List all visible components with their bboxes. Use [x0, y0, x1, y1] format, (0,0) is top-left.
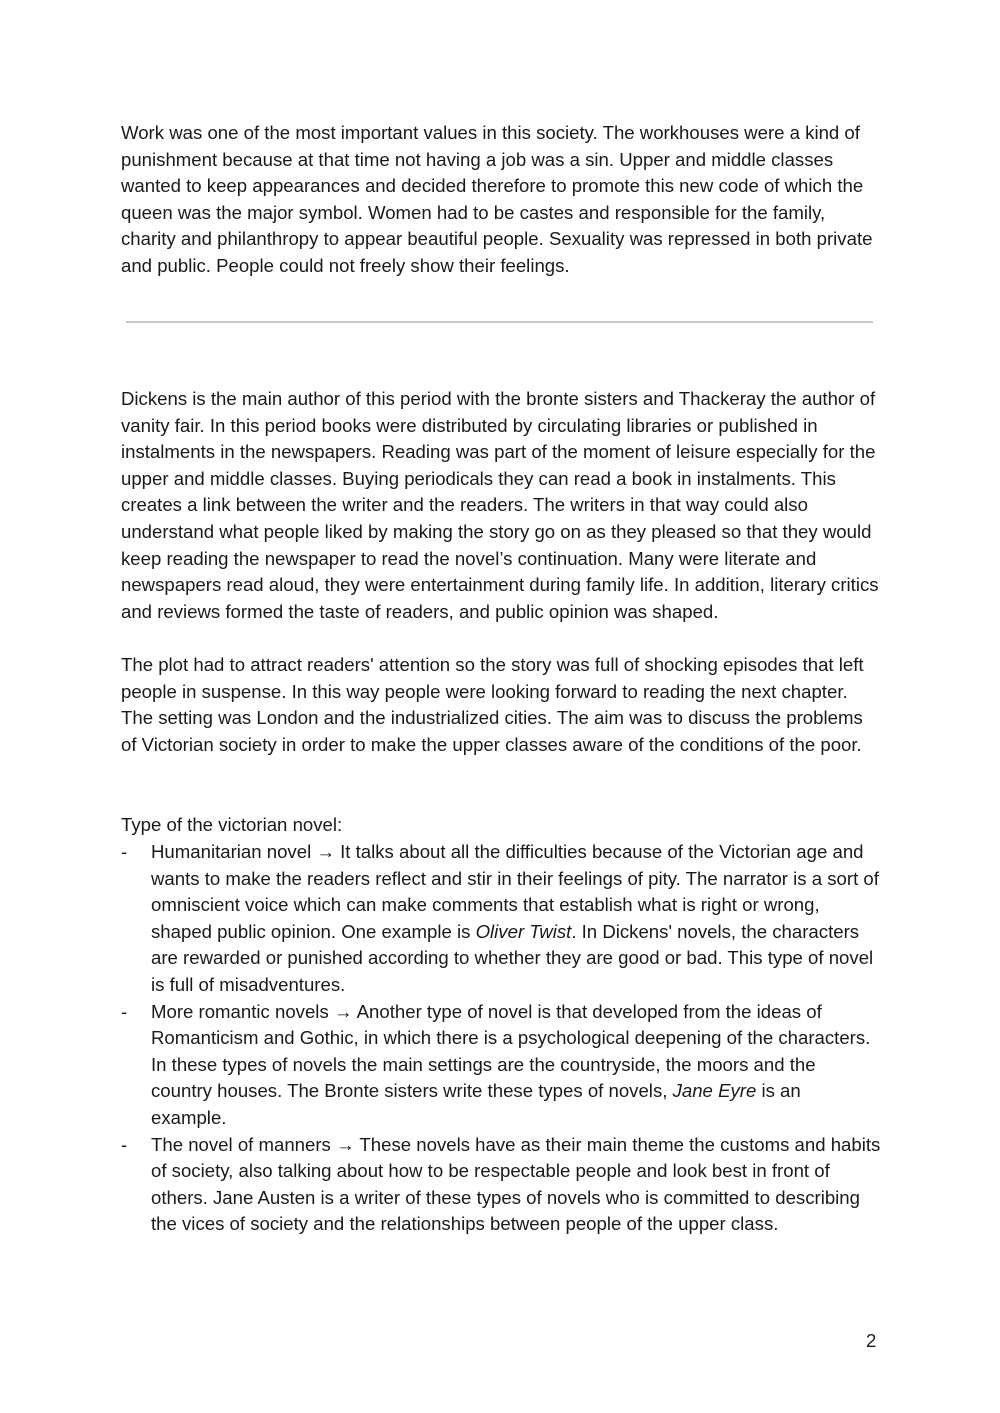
list-heading: Type of the victorian novel:	[121, 814, 343, 835]
book-title-jane-eyre: Jane Eyre	[672, 1080, 757, 1102]
list-item-text: Humanitarian novel → It talks about all the difficulties because of the Victorian age and wants to make the readers reflect and stir in their feelings of pity. The narrator is a sort of omniscient voice which can make comments that establish what is right or wrong, shaped public opinion. One example is	[151, 841, 879, 942]
list-item-text: . In Dickens' novels, the characters are rewarded or punished according to whether they are good or bad. This type of novel is full of misadventures.	[151, 920, 874, 995]
bullet-marker: -	[121, 1000, 128, 1022]
paragraph-plot: The plot had to attract readers' attention so the story was full of shocking episodes that left people in suspense. In this way people were looking forward to reading the next chapter. The setting was London and the industrialized cities. The aim was to discuss the problems of Victorian society in order to make the upper classes aware of the conditions of the poor.	[121, 654, 864, 755]
list-item-text: The novel of manners → These novels have as their main theme the customs and habits of society, also talking about how to be respectable people and look best in front of others. Jane Austen is a writer of these types of novels who is committed to describing the vices of society and the relationships between people of the upper class.	[151, 1133, 881, 1235]
novel-types-list	[121, 839, 881, 1238]
list-item-novel-of-manners	[121, 1132, 881, 1238]
list-item-text: More romantic novels → Another type of novel is that developed from the ideas of Romanticism and Gothic, in which there is a psychological deepening of the characters. In these types of novels the main settings are the countryside, the moors and the country houses. The Bronte sisters write these types of novels,	[151, 1000, 871, 1102]
list-item-text: is an example.	[151, 1080, 801, 1128]
bullet-marker: -	[121, 841, 128, 862]
list-item-humanitarian-novel	[121, 839, 881, 999]
book-title-oliver-twist: Oliver Twist	[475, 920, 572, 942]
page-number: 2	[866, 1330, 877, 1351]
paragraph-work-values: Work was one of the most important values in this society. The workhouses were a kind of punishment because at that time not having a job was a sin. Upper and middle classes wanted to keep appearances and decided therefore to promote this new code of which the queen was the major symbol. Women had to be castes and responsible for the family, charity and philanthropy to appear beautiful people. Sexuality was repressed in both private and public. People could not freely show their feelings.	[121, 122, 873, 276]
bullet-marker: -	[121, 1133, 128, 1155]
horizontal-divider	[126, 321, 873, 323]
list-item-romantic-novel	[121, 999, 881, 1132]
paragraph-dickens-period: Dickens is the main author of this period with the bronte sisters and Thackeray the author of vanity fair. In this period books were distributed by circulating libraries or published in instalments in the newspapers. Reading was part of the moment of leisure especially for the upper and middle classes. Buying periodicals they can read a book in instalments. This creates a link between the writer and the readers. The writers in that way could also understand what people liked by making the story go on as they pleased so that they would keep reading the newspaper to read the novel’s continuation. Many were literate and newspapers read aloud, they were entertainment during family life. In addition, literary critics and reviews formed the taste of readers, and public opinion was shaped.	[121, 388, 879, 622]
